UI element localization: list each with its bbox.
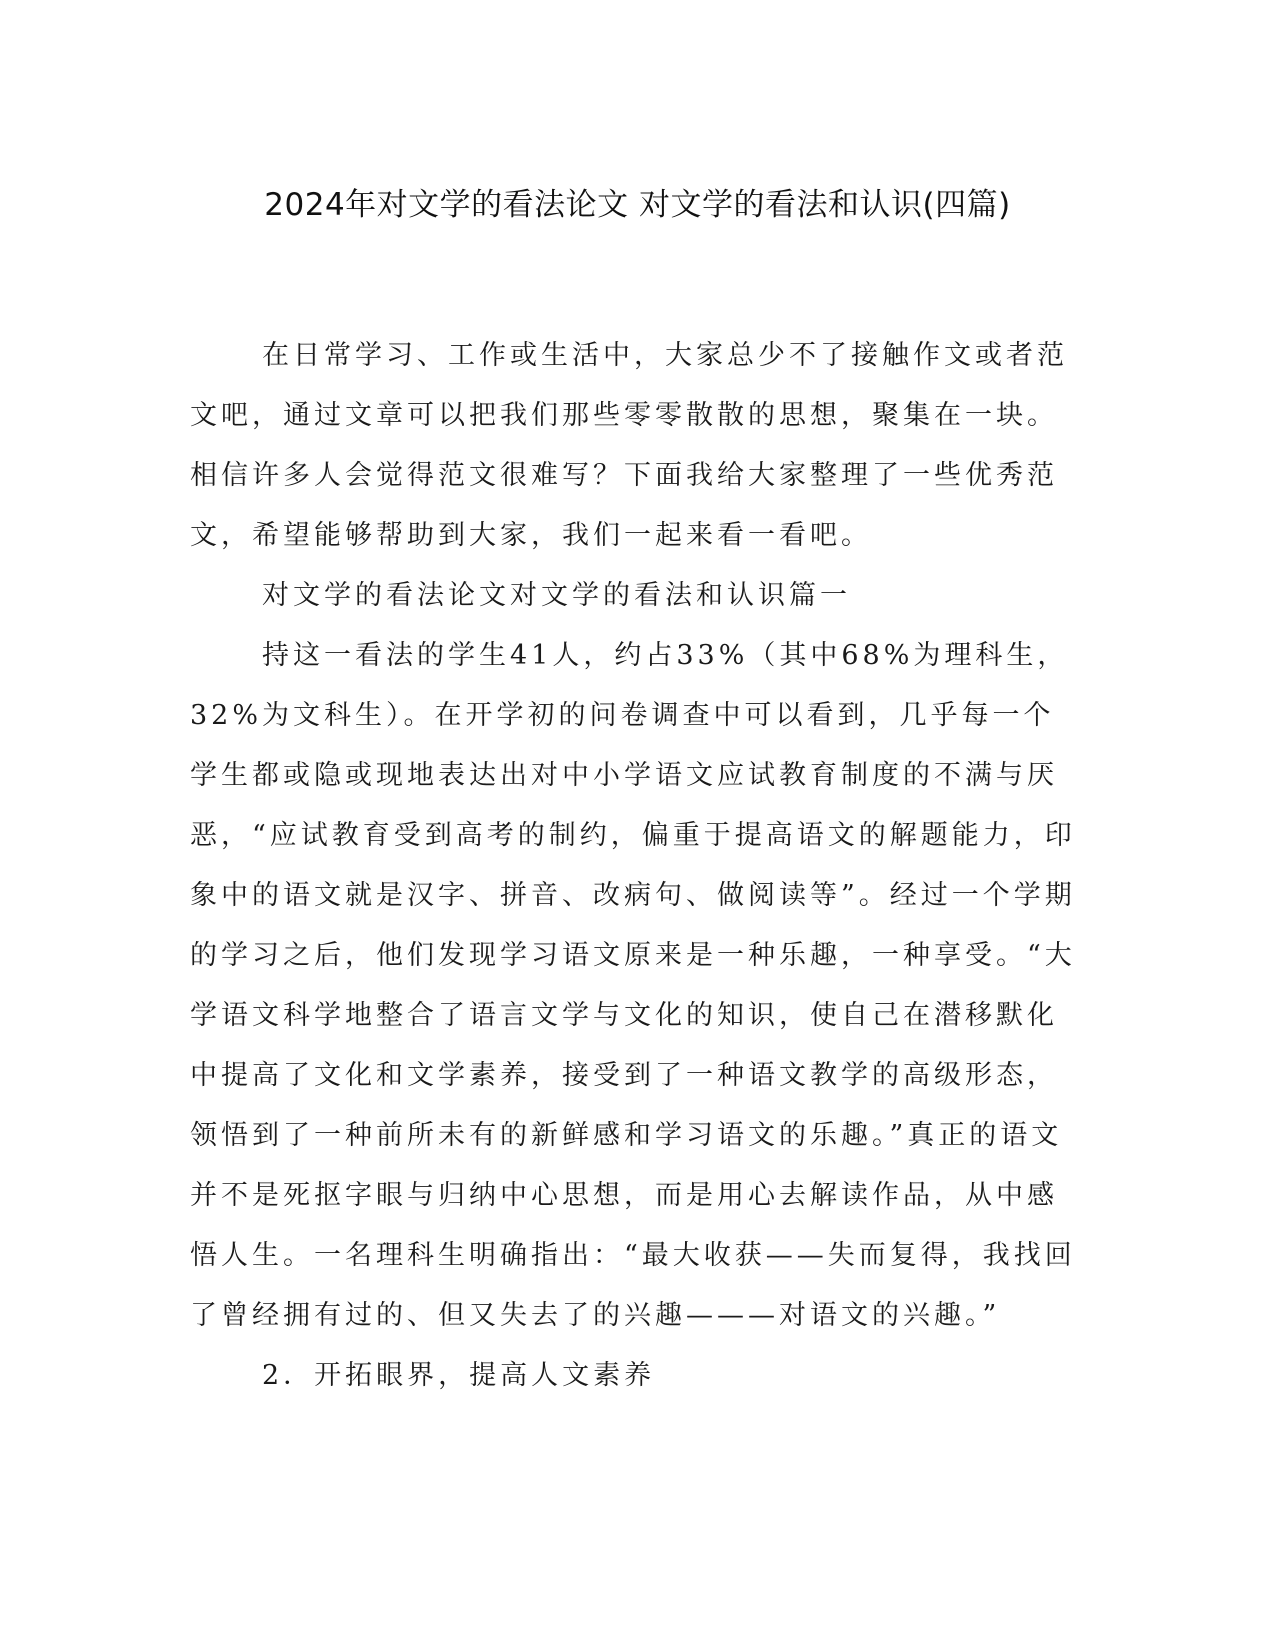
section-heading-2: 2．开拓眼界，提高人文素养 — [262, 1360, 656, 1391]
section-heading-1: 对文学的看法论文对文学的看法和认识篇一 — [262, 580, 851, 611]
intro-paragraph: 在日常学习、工作或生活中，大家总少不了接触作文或者范文吧，通过文章可以把我们那些零零散散的思想，聚集在一块。相信许多人会觉得范文很难写？下面我给大家整理了一些优秀范文，希望能够帮助到大家，我们一起来看一看吧。 — [190, 340, 1068, 551]
main-paragraph: 持这一看法的学生41人，约占33%（其中68%为理科生，32%为文科生）。在开学初的问卷调查中可以看到，几乎每一个学生都或隐或现地表达出对中小学语文应试教育制度的不满与厌恶，“应试教育受到高考的制约，偏重于提高语文的解题能力，印象中的语文就是汉字、拼音、改病句、做阅读等”。经过一个学期的学习之后，他们发现学习语文原来是一种乐趣，一种享受。“大学语文科学地整合了语言文学与文化的知识，使自己在潜移默化中提高了文化和文学素养，接受到了一种语文教学的高级形态，领悟到了一种前所未有的新鲜感和学习语文的乐趣。”真正的语文并不是死抠字眼与归纳中心思想，而是用心去解读作品，从中感悟人生。一名理科生明确指出：“最大收获——失而复得，我找回了曾经拥有过的、但又失去了的兴趣———对语文的兴趣。” — [190, 640, 1076, 1331]
document-title: 2024年对文学的看法论文 对文学的看法和认识(四篇) — [264, 187, 1011, 223]
